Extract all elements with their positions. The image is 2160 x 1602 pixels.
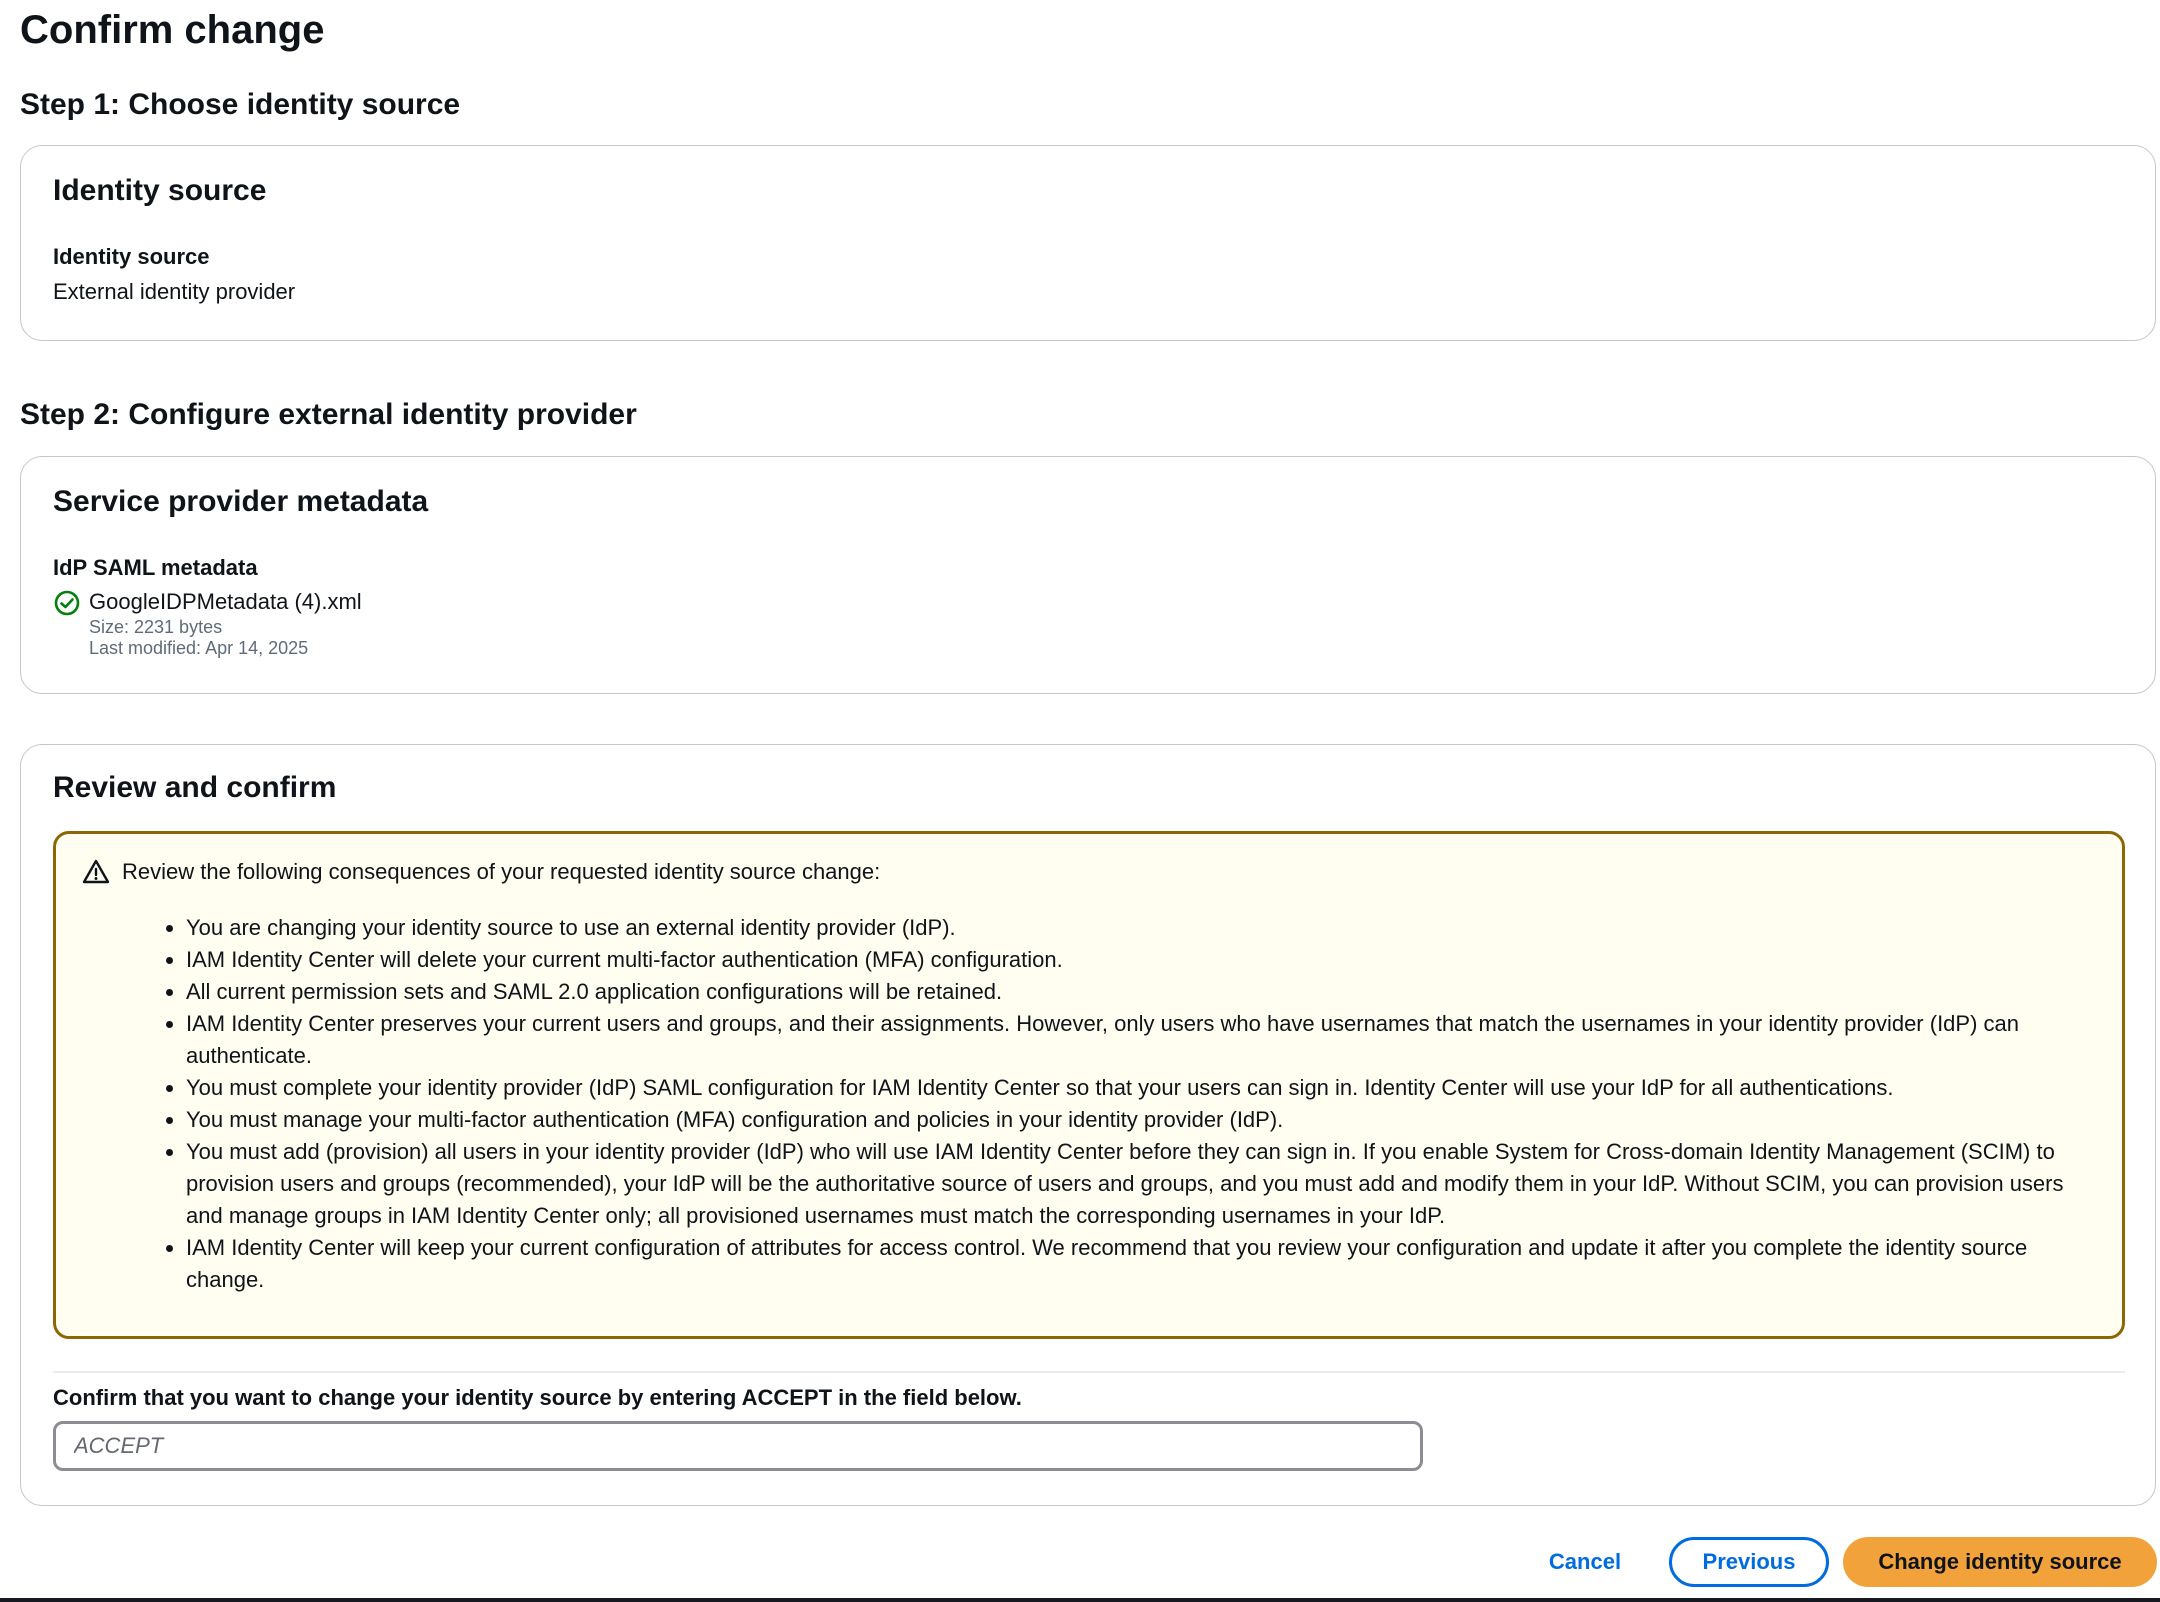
idp-saml-metadata-label: IdP SAML metadata (53, 555, 258, 580)
list-item: • IAM Identity Center will keep your current configuration of attributes for access control. We recommend that you review your configuration and update it after you complete the identity source change. (186, 1232, 2086, 1296)
review-and-confirm-card (20, 744, 2156, 1506)
alert-header (82, 858, 880, 886)
divider (53, 1371, 2125, 1373)
step1-heading: Step 1: Choose identity source (20, 88, 461, 121)
step2-heading: Step 2: Configure external identity provider (20, 398, 637, 431)
file-last-modified: Last modified: Apr 14, 2025 (89, 638, 309, 658)
alert-header-text: Review the following consequences of your requested identity source change: (122, 859, 881, 884)
file-name: GoogleIDPMetadata (4).xml (89, 589, 362, 614)
uploaded-file (53, 587, 362, 659)
list-item: • IAM Identity Center preserves your current users and groups, and their assignments. However, only users who have usernames that match the usernames in your identity provider (IdP) can authenticate. (186, 1008, 2086, 1072)
identity-source-value: External identity provider (53, 279, 296, 304)
identity-source-card (20, 145, 2156, 341)
cancel-button[interactable]: Cancel (1530, 1537, 1640, 1587)
identity-source-label: Identity source (53, 244, 210, 269)
service-provider-metadata-card (20, 456, 2156, 694)
review-and-confirm-title: Review and confirm (53, 771, 337, 804)
change-identity-source-button[interactable]: Change identity source (1843, 1537, 2157, 1587)
check-circle-icon (53, 589, 81, 617)
identity-source-card-title: Identity source (53, 174, 267, 207)
warning-alert (53, 831, 2125, 1339)
list-item: • You must add (provision) all users in your identity provider (IdP) who will use IAM Identity Center before they can sign in. If you enable System for Cross-domain Identity Management (SCIM) to provision users and groups (recommended), your IdP will be the authoritative source of users and groups, and you must add and modify them in your IdP. Without SCIM, you can provision users and manage groups in IAM Identity Center only; all provisioned usernames must match the corresponding usernames in your IdP. (186, 1136, 2086, 1232)
confirm-label: Confirm that you want to change your identity source by entering ACCEPT in the field below. (53, 1385, 1022, 1410)
file-size: Size: 2231 bytes (89, 617, 223, 637)
list-item: • You must manage your multi-factor authentication (MFA) configuration and policies in your identity provider (IdP). (186, 1104, 2086, 1136)
list-item: • You are changing your identity source to use an external identity provider (IdP). (186, 912, 2086, 944)
bottom-border (0, 1598, 2160, 1602)
service-provider-metadata-title: Service provider metadata (53, 485, 429, 518)
page-title: Confirm change (20, 8, 325, 52)
warning-icon (82, 858, 110, 886)
list-item: • All current permission sets and SAML 2.0 application configurations will be retained. (186, 976, 2086, 1008)
list-item: • You must complete your identity provider (IdP) SAML configuration for IAM Identity Center so that your users can sign in. Identity Center will use your IdP for all authentications. (186, 1072, 2086, 1104)
previous-button[interactable]: Previous (1669, 1537, 1829, 1587)
confirm-accept-input[interactable] (53, 1421, 1423, 1471)
consequences-list (186, 912, 2086, 1296)
list-item: • IAM Identity Center will delete your current multi-factor authentication (MFA) configuration. (186, 944, 2086, 976)
